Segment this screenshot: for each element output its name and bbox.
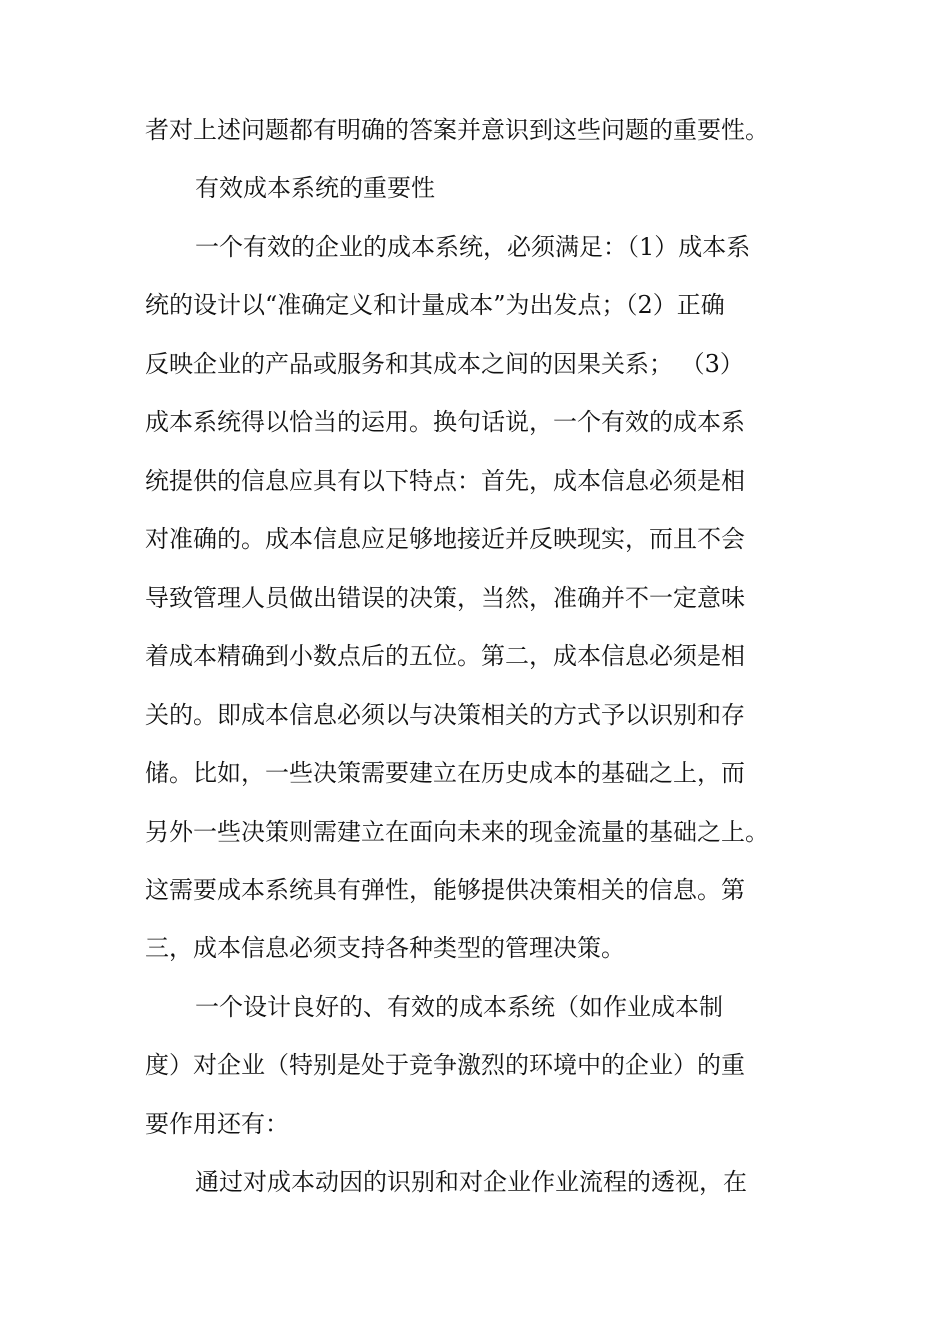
text-line: 者对上述问题都有明确的答案并意识到这些问题的重要性。 xyxy=(145,116,769,144)
text-line: 储。比如，一些决策需要建立在历史成本的基础之上，而 xyxy=(145,759,745,787)
text-line: 三，成本信息必须支持各种类型的管理决策。 xyxy=(145,934,625,962)
text-line: 一个设计良好的、有效的成本系统（如作业成本制 xyxy=(195,993,723,1021)
text-line: 成本系统得以恰当的运用。换句话说，一个有效的成本系 xyxy=(145,408,745,436)
text-line: 要作用还有： xyxy=(145,1110,289,1138)
text-line: 统的设计以“准确定义和计量成本”为出发点；（2）正确 xyxy=(145,291,725,319)
text-line: 一个有效的企业的成本系统，必须满足：（1）成本系 xyxy=(195,233,751,261)
text-line: 对准确的。成本信息应足够地接近并反映现实，而且不会 xyxy=(145,525,745,553)
section-heading: 有效成本系统的重要性 xyxy=(195,174,435,202)
text-line: 导致管理人员做出错误的决策，当然，准确并不一定意味 xyxy=(145,584,745,612)
text-line: 通过对成本动因的识别和对企业作业流程的透视，在 xyxy=(195,1168,747,1196)
text-line: 度）对企业（特别是处于竞争激烈的环境中的企业）的重 xyxy=(145,1051,745,1079)
text-line: 这需要成本系统具有弹性，能够提供决策相关的信息。第 xyxy=(145,876,745,904)
text-line: 统提供的信息应具有以下特点：首先，成本信息必须是相 xyxy=(145,467,745,495)
text-line: 另外一些决策则需建立在面向未来的现金流量的基础之上。 xyxy=(145,818,769,846)
text-line: 关的。即成本信息必须以与决策相关的方式予以识别和存 xyxy=(145,701,745,729)
text-line: 着成本精确到小数点后的五位。第二，成本信息必须是相 xyxy=(145,642,745,670)
text-line: 反映企业的产品或服务和其成本之间的因果关系； （3） xyxy=(145,350,744,378)
